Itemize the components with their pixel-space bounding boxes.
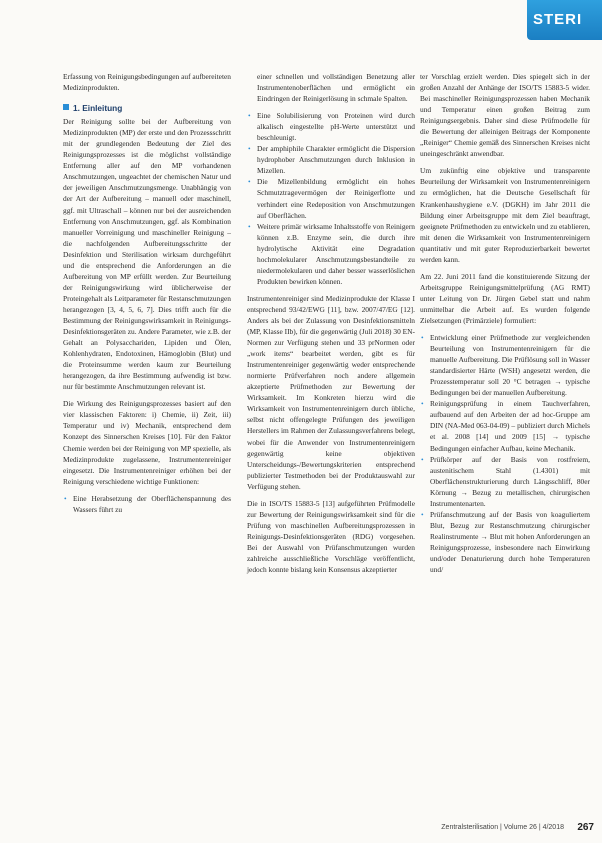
bullet-list [63,493,231,515]
steri-logo [527,0,602,40]
intro-text: Erfassung von Reinigungsbedingungen auf aufbereiteten Medizinprodukten. [63,72,231,93]
column-3 [420,71,590,581]
paragraph: Die in ISO/TS 15883-5 [13] aufgeführten Prüfmodelle zur Bewertung der Reinigungswirksamkeit sind für die Prüfung von maschinellen Aufbereitungsprozessen in Reinigungs-Desinfektionsgeräten (RDG) vorgesehen. Bei der Auswahl von Prüfanschmutzungen wurden zahlreiche ausschließliche Vorschläge veröffentlicht, jedoch konnte bislang kein Konsensus akzeptierter [247,498,415,575]
paragraph: einer schnellen und vollständigen Benetzung aller Instrumentenoberflächen und ermöglicht ein Eindringen der Reinigerlösung in schmale Spalten. [257,72,415,104]
column-2 [247,71,415,581]
paragraph: Am 22. Juni 2011 fand die konstituierende Sitzung der Arbeitsgruppe Reinigungsmittelprüfung (AG RMT) unter Leitung von Dr. Jürgen Gebel statt und nahm unmittelbar die Arbeit auf. Es wurden folgende Zielsetzungen (Primärziele) formuliert: [420,271,590,325]
paragraph: ter Vorschlag erzielt werden. Dies spiegelt sich in der großen Anzahl der Anhänge der ISO/TS 15883-5 wider. Bei maschineller Reinigungsprozessen haben Mechanik und Temperatur einen großen Beitrag zum Reinigungsergebnis. Daher sind diese Prüfmodelle für die Bewertung der alleinigen Beitrags der Komponente „Reiniger“ Chemie gemäß des Sinnerschen Kreises nicht uneingeschränkt anwendbar. [420,72,590,159]
bullet-item: • Reinigungsprüfung in einem Tauchverfahren, aufbauend auf den Arbeiten der ad hoc-Gruppe am DIN (NA-Med 063-04-09) – publiziert durch Michels et al. 2008 [14] und 2009 [15] → typische Bedingungen einfacher Aufbau, keine Mechanik. [420,398,590,453]
page-footer [0,818,602,843]
paragraph: Um zukünftig eine objektive und transparente Beurteilung der Wirksamkeit von Instrumentenreinigern zu ermöglichen, hat die Deutsche Gesellschaft für Krankenhaushygiene e.V. (DGKH) im Jahr 2011 die Bildung einer Arbeitsgruppe mit dem Ziel beauftragt, geeignete Prüfmethoden zu entwickeln und zu etablieren, mit denen die Wirksamkeit von Instrumentenreinigern quantitativ und mit guter Reproduzierbarkeit bewertet werden kann. [420,166,590,264]
bullet-item: • Eine Solubilisierung von Proteinen wird durch alkalisch eingestellte pH-Werte unterstützt und beschleunigt. [247,110,415,143]
bullet-item: • Prüfkörper auf der Basis von rostfreiem, austenitischem Stahl (1.4301) mit Oberflächenstrukturierung durch Längsschliff, 80er Körnung → Bezug zu metallischen, chirurgischen Instrumentenarten. [420,454,590,509]
heading-text: 1. Einleitung [73,103,123,114]
bullet-item: • Weitere primär wirksame Inhaltsstoffe von Reinigern können z.B. Enzyme sein, die durch ihre hydrolytische Aktivität eine Degradation hochmolekularer Anschmutzungsbestandteile zu niedermolekularen und daher besser wasserlöslichen Produkten bewirken können. [247,221,415,287]
journal-reference: Zentralsterilisation | Volume 26 | 4/2018 [441,824,564,831]
page-number: 267 [577,822,594,833]
heading-square-icon [63,104,69,110]
bullet-list [420,332,590,575]
bullet-item: • Der amphiphile Charakter ermöglicht die Dispersion hydrophober Anschmutzungen durch Inklusion in Mizellen. [247,143,415,176]
bullet-item: • Eine Herabsetzung der Oberflächenspannung des Wassers führt zu [63,493,231,515]
section-heading [63,103,231,114]
bullet-item: • Entwicklung einer Prüfmethode zur vergleichenden Beurteilung von Instrumentenreinigern für die manuelle Aufbereitung. Die Prüflösung soll in Wasser standardisierter Härte (WSH) angesetzt werden, die Prozesstemperatur soll 20 °C betragen → typische Bedingungen bei der manuellen Aufbereitung. [420,332,590,398]
paragraph: Der Reinigung sollte bei der Aufbereitung von Medizinprodukten (MP) der erste und den Prozessschritt mit der grundlegenden Bedeutung der Ziel des Reinigungsprozesses ist die möglichst vollständige Entfernung aller auf den MP vorhandenen Anschmutzungen, ungeachtet der chemischen Natur und der jeweiligen Anschmutzungsmenge. Unabhängig von der Art der Aufbereitung – manuell oder maschinell, ggf. mit Ultraschall – können nur bei der ausreichenden Entfernung von Anschmutzungen, ggf. als Kombination manueller Vorreinigung und maschineller Reinigung – die nachfolgenden Aufbereitungsschritte der Desinfektion und Sterilisation wirksam durchgeführt und die entsprechend die Anforderungen an die Aufbereitung von MP erfüllt werden. Zur Beurteilung der Reinigungswirkung wird üblicherweise der Proteingehalt als Leitparameter für Restanschmutzungen herangezogen [3, 4, 5, 6, 7]. Dies trifft auch für die Bestimmung der Reinigungswirksamkeit in Reinigungs-Desinfektionsgeräten zu. Andere Parameter, wie z.B. der Gehalt an Polysacchariden, Lipiden und Ölen, Kohlenhydraten, Endotoxinen, Hämoglobin (Blut) und die Proteinsumme werden kaum zur Beurteilung herangezogen, da ihre Bestimmung aufwendig ist bzw. nur für bestimmte Anschmutzungen relevant ist. [63,117,231,392]
bullet-item: • Die Mizellenbildung ermöglicht ein hohes Schmutztragevermögen der Reinigerflotte und verhindert eine Redeposition von Anschmutzungen auf Oberflächen. [247,176,415,220]
bullet-list [247,110,415,287]
paragraph: Instrumentenreiniger sind Medizinprodukte der Klasse I entsprechend 93/42/EWG [11], bzw. 2007/47/EG [12]. Anders als bei der Zulassung von Desinfektionsmitteln (MP, Klasse IIb), für die gegenwärtig (Juli 2018) 30 EN-Normen zur Verfügung stehen und 33 prNormen oder „work items“ bearbeitet werden, gibt es für Instrumentenreiniger gegenwärtig weder entsprechende normierte Prüfverfahren noch andere allgemein akzeptierte Prüfmethoden zur Bewertung der Wirksamkeit. Im Konkreten hierzu wird die Wirksamkeit von Instrumentenreinigern durch übliche, selbst nicht offengelegte Prüfungen des jeweiligen Herstellers im Rahmen der Zulassungsverfahrens belegt, wobei für die Anwender von Instrumentenreinigern gegenwärtig keine objektiven Unterscheidungs-/Bewertungskriterien entsprechend publizierter Testmethoden bei der Produktauswahl zur Verfügung stehen. [247,293,415,491]
column-1 [63,71,231,521]
bullet-item: • Prüfanschmutzung auf der Basis von koaguliertem Blut, Bezug zur Restanschmutzung chirurgischer Realinstrumente → Blut mit hohen Anforderungen an Reinigungsprozesse, insbesondere nach Einwirkung und/oder Denaturierung durch hohe Temperaturen und/ [420,509,590,575]
logo-text: STERI [533,11,583,28]
paragraph: Die Wirkung des Reinigungsprozesses basiert auf den vier klassischen Faktoren: i) Chemie, ii) Zeit, iii) Temperatur und iv) Mechanik, entsprechend dem Konzept des Sinnerschen Kreises [10]. Für den Faktor Chemie werden bei der Reinigung von MP spezielle, als Medizinprodukte zugelassene, Instrumentenreiniger eingesetzt. Die Instrumentenreiniger erhöhen bei der Reinigung verschiedene wichtige Funktionen: [63,399,231,486]
